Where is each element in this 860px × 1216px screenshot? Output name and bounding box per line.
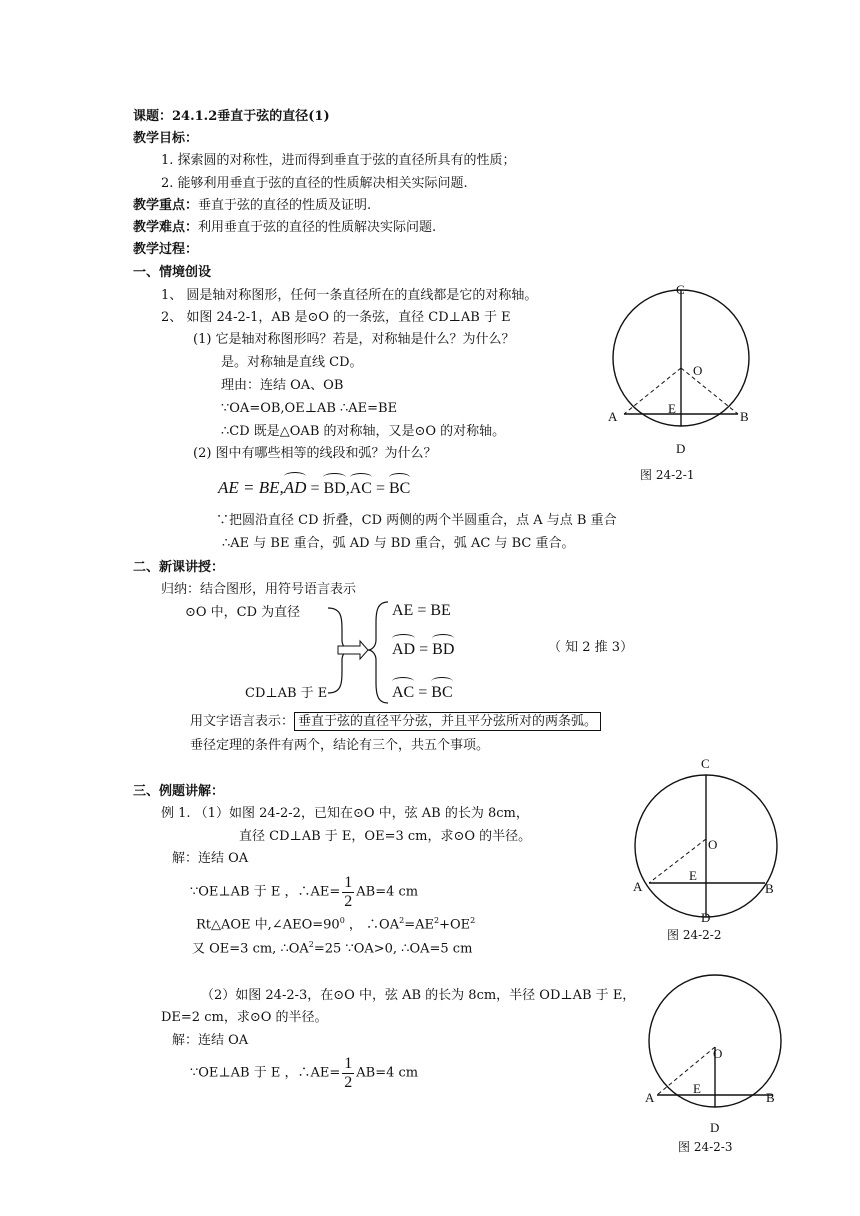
example-line: 直径 CD⊥AB 于 E，OE=3 cm，求⊙O 的半径。: [239, 829, 532, 844]
label-b: B: [740, 409, 749, 424]
label-o: O: [693, 363, 703, 378]
result-segment: AE = BE: [392, 602, 451, 619]
arc-ad: AD: [283, 478, 307, 497]
note: （ 知 2 推 3）: [548, 640, 634, 655]
eq-sign: =: [306, 480, 324, 497]
section1-line: 2、 如图 24-2-1，AB 是⊙O 的一条弦，直径 CD⊥AB 于 E: [161, 310, 511, 325]
result-arc-ac: [392, 683, 453, 702]
theorem-label: 用文字语言表示：: [190, 714, 295, 729]
eq-comma: ,: [345, 480, 350, 497]
eq-sign: =: [415, 641, 433, 658]
denominator: 2: [344, 892, 353, 910]
step-text: =AE: [404, 917, 434, 933]
theorem-text: 垂直于弦的直径平分弦，并且平分弦所对的两条弧。: [294, 712, 601, 731]
title: [133, 109, 330, 125]
answer-line: 理由：连结 OA、OB: [221, 378, 344, 393]
square-sup: 2: [433, 916, 440, 925]
solution-step: [196, 916, 475, 933]
condition-1: ⊙O 中，CD 为直径: [185, 605, 301, 620]
step-text: +OE: [439, 917, 471, 933]
example-line: 例 1. （1）如图 24-2-2，已知在⊙O 中，弦 AB 的长为 8cm，: [161, 806, 529, 821]
fraction: [342, 874, 354, 910]
theorem-line: [190, 714, 601, 730]
step-text: ， ∴OA: [344, 917, 400, 933]
label-a: A: [633, 879, 643, 894]
segment-oa: [657, 1047, 715, 1095]
label-c: C: [676, 282, 685, 297]
step-text: Rt△AOE 中,∠AEO=90: [196, 917, 340, 933]
solution-label: 解：连结 OA: [172, 1033, 249, 1048]
result-arc-ad: [392, 640, 454, 659]
question-2: (2) 图中有哪些相等的线段和弧？为什么？: [193, 446, 437, 461]
solution-label: 解：连结 OA: [172, 851, 249, 866]
difficulty-text: 利用垂直于弦的直径的性质解决实际问题.: [198, 220, 437, 235]
label-e: E: [668, 401, 676, 416]
answer-line: ∴CD 既是△OAB 的对称轴，又是⊙O 的对称轴。: [221, 424, 506, 439]
numerator: 1: [344, 1055, 353, 1072]
step-text: AB=4 cm: [356, 1065, 419, 1081]
brace-arrow: [320, 598, 390, 708]
label-a: A: [645, 1090, 655, 1105]
square-sup: 2: [470, 916, 476, 925]
arc-bc: BC: [431, 684, 453, 701]
segment-ob: [681, 368, 738, 414]
difficulty-label: 教学难点：: [133, 220, 199, 235]
key-point: [133, 198, 371, 214]
label-e: E: [693, 1081, 701, 1096]
square-sup: 2: [399, 916, 405, 925]
figure-caption: 图 24-2-3: [678, 1140, 733, 1154]
example-line: DE=2 cm，求⊙O 的半径。: [161, 1010, 328, 1025]
solution-step: [190, 1055, 418, 1091]
solution-step: [192, 940, 472, 957]
arc-bd: BD: [323, 480, 346, 497]
label-d: D: [701, 910, 711, 925]
step-text: ∵OE⊥AB 于 E ，∴AE=: [190, 884, 341, 900]
label-b: B: [765, 881, 774, 896]
title-label: 课题：: [133, 109, 173, 124]
label-d: D: [676, 441, 686, 456]
figure-24-2-1: [600, 280, 780, 490]
denominator: 2: [344, 1073, 353, 1091]
answer-line: ∵OA=OB,OE⊥AB ∴AE=BE: [221, 401, 398, 416]
arc-ac: AC: [349, 480, 372, 497]
figure-24-2-2: [625, 753, 805, 948]
eq-sign: =: [371, 480, 389, 497]
arc-ad: AD: [392, 641, 416, 658]
figure-24-2-3: [635, 975, 795, 1160]
step-text: ∵OE⊥AB 于 E ，∴AE=: [190, 1065, 341, 1081]
fraction: [342, 1055, 354, 1091]
remark: 垂径定理的条件有两个，结论有三个，共五个事项。: [190, 738, 490, 753]
answer-line: 是。对称轴是直线 CD。: [221, 355, 363, 370]
reason-line: ∵把圆沿直径 CD 折叠，CD 两侧的两个半圆重合，点 A 与点 B 重合: [216, 513, 617, 528]
label-c: C: [701, 756, 710, 771]
question-1: (1) 它是轴对称图形吗？若是，对称轴是什么？为什么？: [193, 332, 515, 347]
step-text: AB=4 cm: [356, 884, 419, 900]
example-line: （2）如图 24-2-3，在⊙O 中，弦 AB 的长为 8cm，半径 OD⊥AB 于 E，: [201, 988, 636, 1003]
eq-sign: =: [414, 684, 432, 701]
step-text: =25 ∵OA>0, ∴OA=5 cm: [313, 941, 473, 957]
solution-step: [190, 874, 418, 910]
label-o: O: [708, 837, 718, 852]
summary-text: 归纳：结合图形，用符号语言表示: [161, 582, 357, 597]
label-b: B: [766, 1090, 775, 1105]
step-text: 又 OE=3 cm, ∴OA: [192, 941, 309, 957]
arc-ac: AC: [392, 684, 415, 701]
key-point-text: 垂直于弦的直径的性质及证明.: [198, 198, 372, 213]
difficulty: [133, 220, 436, 236]
process-label: 教学过程：: [133, 242, 199, 257]
square-sup: 2: [308, 940, 314, 949]
equal-parts-equation: [218, 478, 410, 498]
goals-label: 教学目标：: [133, 131, 199, 146]
condition-2: CD⊥AB 于 E: [245, 686, 328, 701]
key-point-label: 教学重点：: [133, 198, 199, 213]
section2-heading: 二、新课讲授：: [133, 560, 225, 575]
label-e: E: [689, 868, 697, 883]
label-a: A: [608, 409, 618, 424]
section3-heading: 三、例题讲解：: [133, 784, 225, 799]
title-text: 24.1.2垂直于弦的直径(1): [172, 109, 330, 124]
goal-item: 1. 探索圆的对称性，进而得到垂直于弦的直径所具有的性质；: [161, 153, 516, 168]
section1-heading: 一、情境创设: [133, 265, 212, 280]
reason-line: ∴AE 与 BE 重合，弧 AD 与 BD 重合，弧 AC 与 BC 重合。: [222, 536, 575, 551]
numerator: 1: [344, 874, 353, 891]
arc-bc: BC: [388, 480, 411, 497]
goal-item: 2. 能够利用垂直于弦的直径的性质解决相关实际问题.: [161, 176, 468, 191]
label-o: O: [713, 1046, 723, 1061]
figure-caption: 图 24-2-1: [640, 468, 695, 482]
degree-sup: 0: [339, 916, 345, 925]
eq-segment: AE = BE,: [218, 478, 284, 497]
label-d: D: [710, 1120, 720, 1135]
figure-caption: 图 24-2-2: [667, 928, 722, 942]
left-brace: [368, 602, 388, 703]
arc-bd: BD: [432, 641, 455, 658]
section1-line: 1、 圆是轴对称图形，任何一条直径所在的直线都是它的对称轴。: [161, 288, 538, 303]
segment-oa: [649, 839, 706, 883]
